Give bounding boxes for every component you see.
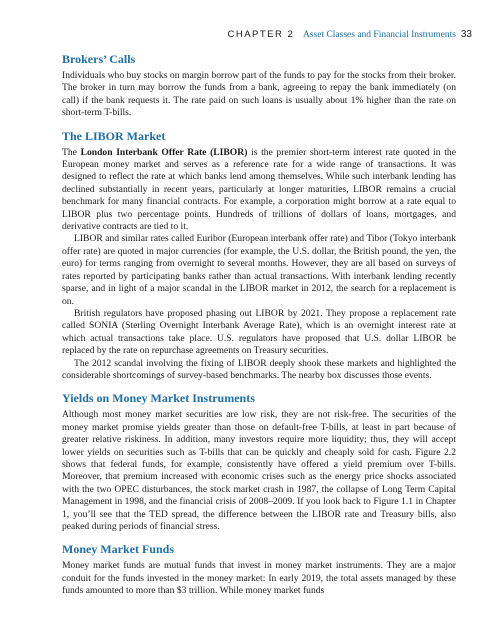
paragraph: Money market funds are mutual funds that invest in money market instruments. They are a major conduit for the funds invested in the money market: In early 2019, the total assets managed by these funds amounted to more than $3 trillion. While money market funds: [62, 560, 456, 597]
section-heading: Yields on Money Market Instruments: [62, 391, 255, 406]
chapter-title: Asset Classes and Financial Instruments: [302, 30, 456, 40]
paragraph: LIBOR and similar rates called Euribor (European interbank offer rate) and Tibor (Tokyo interbank offer rate) are quoted in major currencies (for example, the U.S. dollar, the British pound, the yen, the euro) for terms ranging from overnight to several months. However, they are all based on surveys of rates reported by participating banks rather than actual transactions. With interbank lending recently sparse, and in light of a major scandal in the LIBOR market in 2012, the search for a replacement is on.: [62, 233, 456, 307]
chapter-label: CHAPTER 2: [227, 29, 295, 40]
section-brokers-calls: [62, 52, 456, 120]
section-heading: The LIBOR Market: [62, 128, 166, 143]
section-heading: Brokers’ Calls: [62, 52, 136, 66]
section-heading: Money Market Funds: [62, 542, 174, 557]
key-term: London Interbank Offer Rate (LIBOR): [80, 146, 248, 158]
paragraph: Although most money market securities are low risk, they are not risk-free. The securities of the money market promise yields greater than those on default-free T-bills, at least in part because of greater relative riskiness. In addition, many investors require more liquidity; thus, they will accept lower yields on securities such as T-bills that can be quickly and cheaply sold for cash. Figure 2.2 shows that federal funds, for example, consistently have offered a yield premium over T-bills. Moreover, that premium increased with economic crises such as the energy price shocks associated with the two OPEC disturbances, the stock market crash in 1987, the collapse of Long Term Capital Management in 1998, and the financial crisis of 2008–2009. If you look back to Figure 1.1 in Chapter 1, you’ll see that the TED spread, the difference between the LIBOR rate and Treasury bills, also peaked during periods of financial stress.: [62, 409, 456, 532]
section-libor-market: [62, 129, 456, 383]
page-number: 33: [460, 29, 472, 40]
section-money-market-funds: [62, 542, 456, 597]
paragraph: Individuals who buy stocks on margin borrow part of the funds to pay for the stocks from their broker. The broker in turn may borrow the funds from a bank, agreeing to repay the bank immediately (on call) if the bank requests it. The rate paid on such loans is usually about 1% higher than the rate on short-term T-bills.: [62, 70, 456, 119]
paragraph: British regulators have proposed phasing out LIBOR by 2021. They propose a replacement rate called SONIA (Sterling Overnight Interbank Average Rate), which is an overnight interest rate at which actual transactions take place. U.S. regulators have proposed that U.S. dollar LIBOR be replaced by the rate on repurchase agreements on Treasury securities.: [62, 307, 456, 357]
paragraph-text: is the premier short-term interest rate quoted in the European money market and serves as a reference rate for a wide range of transactions. It was designed to reflect the rate at which banks lend among themselves. While such interbank lending has declined substantially in recent years, particularly at longer maturities, LIBOR remains a crucial benchmark for many financial contracts. For example, a corporation might borrow at a rate equal to LIBOR plus two percentage points. Hundreds of trillions of dollars of loans, mortgages, and derivative contracts are tied to it.: [62, 146, 456, 233]
running-head: [62, 29, 456, 40]
section-yields: [62, 391, 456, 533]
page-body: [62, 52, 456, 607]
paragraph: [62, 147, 456, 234]
paragraph-lead: The: [62, 146, 81, 158]
paragraph: The 2012 scandal involving the fixing of LIBOR deeply shook these markets and highlighted the considerable shortcomings of survey-based benchmarks. The nearby box discusses those events.: [62, 357, 456, 381]
